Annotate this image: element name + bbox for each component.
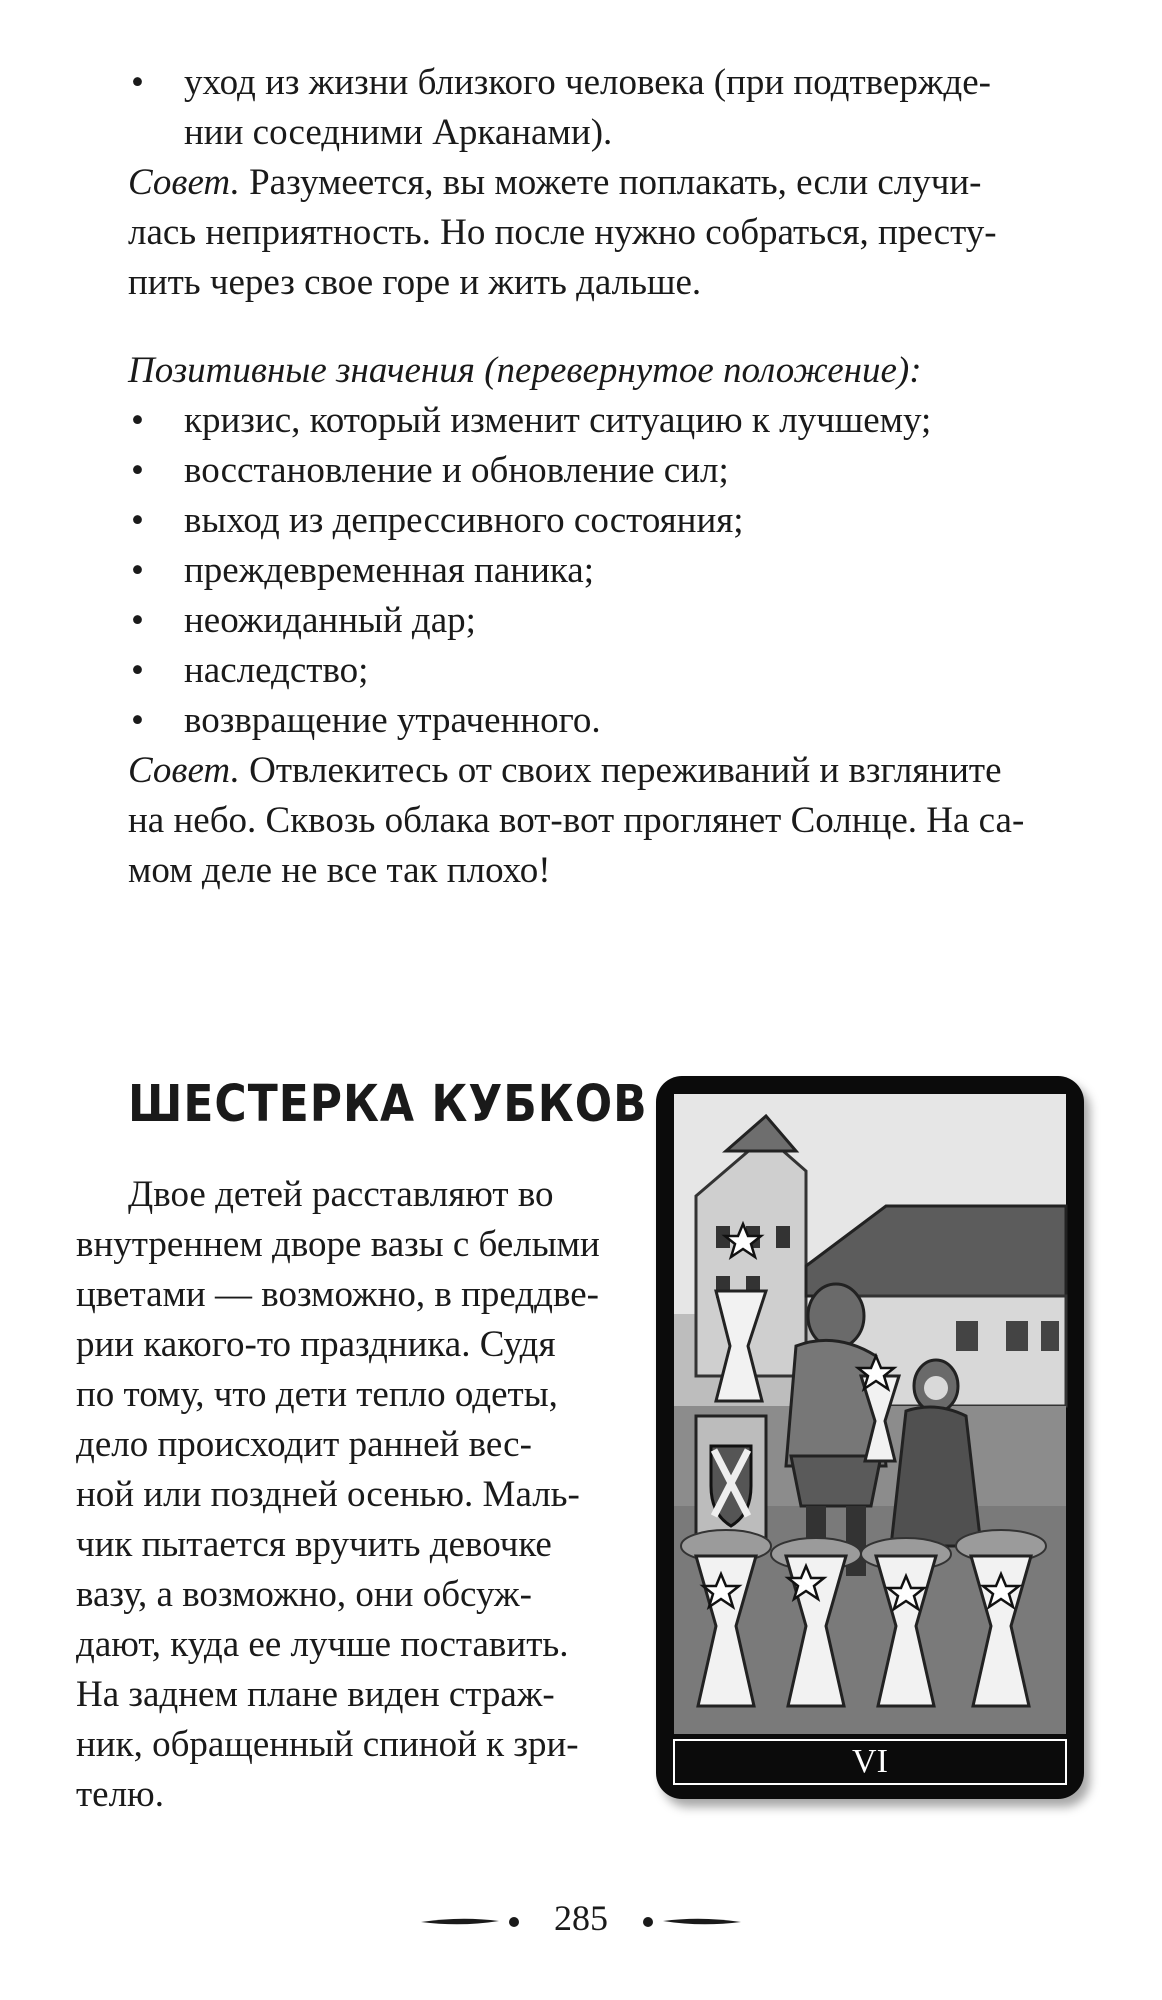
list-item: • восстановление и обновление сил; <box>131 450 729 491</box>
advice-line: лась неприятность. Но после нужно собраться, престу- <box>128 212 997 253</box>
description-line: чик пытается вручить девочке <box>76 1524 552 1565</box>
list-item-continuation: нии соседними Арканами). <box>184 112 613 153</box>
card-numeral: VI <box>852 1743 888 1780</box>
description-line: дело происходит ранней вес- <box>76 1424 532 1465</box>
list-item: • выход из депрессивного состояния; <box>131 500 744 541</box>
right-ornament-icon <box>641 1915 741 1929</box>
advice-label: Совет. <box>128 750 240 791</box>
description-line: телю. <box>76 1774 164 1815</box>
advice-paragraph: Совет. Разумеется, вы можете поплакать, если случи- <box>128 162 982 203</box>
list-item: • преждевременная паника; <box>131 550 594 591</box>
description-line: рии какого-то праздника. Судя <box>76 1324 556 1365</box>
advice-line: мом деле не все так плохо! <box>128 850 551 891</box>
list-item: • уход из жизни близкого человека (при подтвержде- <box>131 62 991 103</box>
list-item: • неожиданный дар; <box>131 600 476 641</box>
top-text-block <box>128 58 1094 308</box>
six-of-cups-illustration <box>656 1076 1084 1799</box>
description-line: дают, куда ее лучше поставить. <box>76 1624 569 1665</box>
advice-label: Совет. <box>128 162 240 203</box>
section-description <box>76 1170 608 1820</box>
list-item: • наследство; <box>131 650 369 691</box>
advice-line: пить через свое горе и жить дальше. <box>128 262 702 303</box>
description-line: внутреннем дворе вазы с белыми <box>76 1224 600 1265</box>
page-number: 285 <box>554 1898 608 1938</box>
positive-meanings-block <box>128 346 1094 896</box>
description-line: ной или поздней осенью. Маль- <box>76 1474 580 1515</box>
list-item: • возвращение утраченного. <box>131 700 601 741</box>
description-line: На заднем плане виден страж- <box>76 1674 555 1715</box>
section-title: ШЕСТЕРКА КУБКОВ <box>128 1075 648 1134</box>
description-line: Двое детей расставляют во <box>128 1174 554 1215</box>
advice-line: на небо. Сквозь облака вот-вот проглянет Солнце. На са- <box>128 800 1025 841</box>
advice-paragraph: Совет. Отвлекитесь от своих переживаний и взгляните <box>128 750 1002 791</box>
description-line: цветами — возможно, в преддве- <box>76 1274 600 1315</box>
page-footer <box>0 1893 1162 1943</box>
description-line: ник, обращенный спиной к зри- <box>76 1724 579 1765</box>
description-line: по тому, что дети тепло одеты, <box>76 1374 558 1415</box>
list-item: • кризис, который изменит ситуацию к лучшему; <box>131 400 932 441</box>
left-ornament-icon <box>421 1915 521 1929</box>
description-line: вазу, а возможно, они обсуж- <box>76 1574 532 1615</box>
positive-heading: Позитивные значения (перевернутое положение): <box>128 350 922 391</box>
tarot-card <box>656 1076 1084 1799</box>
